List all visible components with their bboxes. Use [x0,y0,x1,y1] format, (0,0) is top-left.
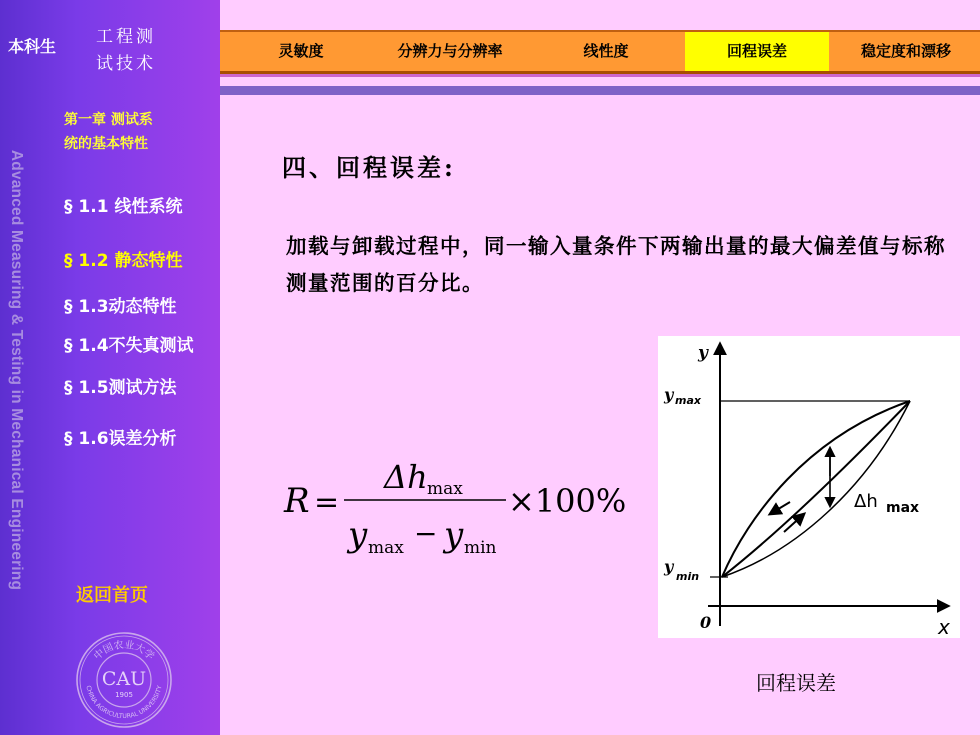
origin-label: 0 [700,613,712,632]
formula-multiplier: ×100% [508,482,627,520]
sidebar-item-dynamic-characteristics[interactable]: § 1.3动态特性 [64,297,177,317]
formula-minus: − [414,517,438,550]
loading-direction-arrow [784,514,804,532]
sidebar-item-test-methods[interactable]: § 1.5测试方法 [64,378,177,398]
chapter-title-line2: 统的基本特性 [64,136,148,152]
seal-center-text: CAU [101,668,147,690]
definition-text: 加载与卸载过程中，同一输入量条件下两输出量的最大偏差值与标称测量范围的百分比。 [286,234,946,295]
formula-numerator-sub: max [427,479,463,499]
delta-h-label-sub: max [886,500,920,516]
sidebar [0,0,220,735]
chapter-title-line1: 第一章 测试系 [64,112,153,128]
header-divider [220,86,980,95]
ymax-label-sub: max [675,394,701,407]
tab-sensitivity[interactable]: 灵敏度 [278,42,324,60]
hysteresis-formula [280,450,640,570]
x-axis-label: x [938,615,950,638]
topic-tab-bar [220,30,980,74]
course-title-line1: 工程测 [96,27,156,47]
hysteresis-curve-figure [658,336,960,638]
formula-denominator-sub2: min [464,538,497,558]
svg-text:中国农业大学 [91,638,158,663]
seal-top-text: 中国农业大学 [92,639,156,663]
formula-denominator-y1: y [348,515,368,555]
tab-linearity[interactable]: 线性度 [583,42,629,60]
sidebar-item-static-characteristics[interactable]: § 1.2 静态特性 [64,251,183,271]
university-seal-logo [74,630,174,730]
figure-caption: 回程误差 [756,671,836,695]
ymax-label: y [664,385,674,404]
section-title: 四、回程误差: [282,153,456,182]
formula-equals: = [314,485,340,520]
seal-bottom-text: CHINA AGRICULTURAL UNIVERSITY [84,684,164,721]
loading-curve [722,401,910,577]
seal-year: 1905 [115,691,133,699]
tab-bar-shadow [220,74,980,77]
y-axis-label: y [698,343,708,363]
sidebar-item-error-analysis[interactable]: § 1.6误差分析 [64,429,177,449]
ymin-label-sub: min [676,570,700,583]
formula-denominator-sub1: max [368,538,404,558]
formula-denominator-y2: y [444,515,464,555]
course-level-label: 本科生 [8,37,57,56]
outer-curve [722,401,910,577]
ymin-label: y [664,557,674,576]
tab-hysteresis-error[interactable]: 回程误差 [685,32,829,71]
formula-numerator: Δh [384,458,428,496]
tab-stability-drift[interactable]: 稳定度和漂移 [860,42,951,60]
unloading-curve [722,401,910,577]
sidebar-item-linear-system[interactable]: § 1.1 线性系统 [64,197,183,217]
unloading-direction-arrow [770,502,790,514]
sidebar-item-distortionless-testing[interactable]: § 1.4不失真测试 [64,336,194,356]
course-title-line2: 试技术 [96,54,156,74]
delta-h-label: Δh [854,491,878,512]
home-link[interactable]: 返回首页 [76,585,148,606]
vertical-course-title: Advanced Measuring & Testing in Mechanical Engineering [8,149,25,591]
formula-lhs: R [284,481,310,521]
chapter-title [64,108,214,156]
tab-resolution[interactable]: 分辨力与分辨率 [397,42,503,60]
